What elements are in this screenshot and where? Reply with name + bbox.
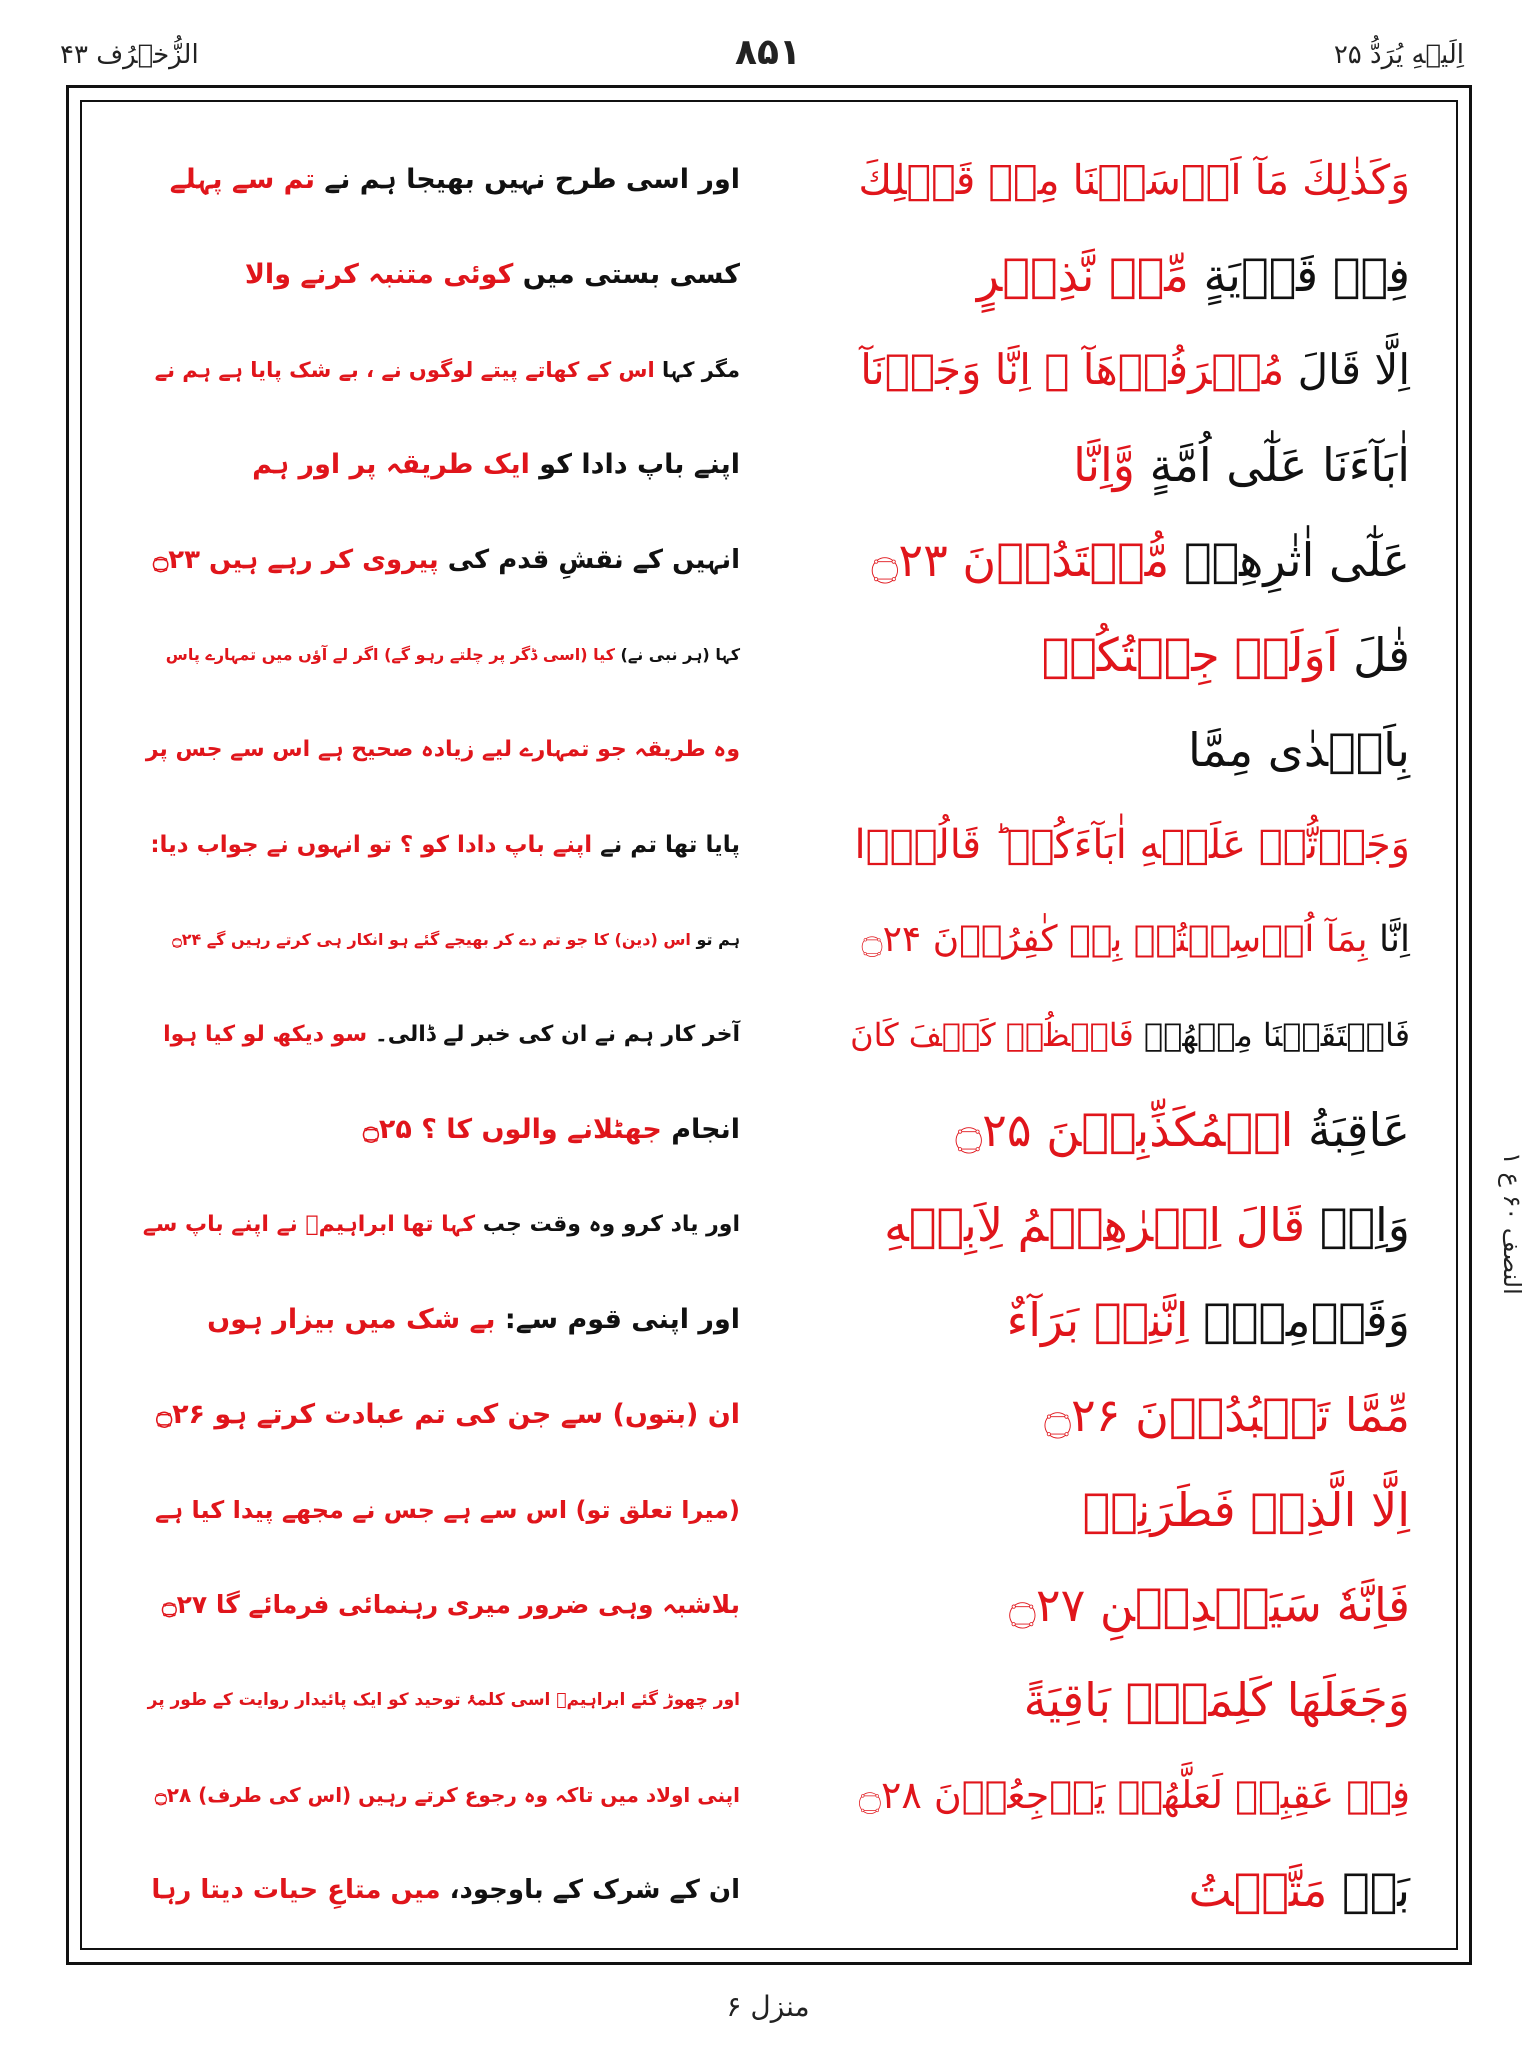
verse-row — [100, 995, 1440, 1075]
arabic-red-segment: وَّاِنَّا — [1073, 438, 1135, 492]
verse-row — [100, 615, 1440, 695]
arabic-verse-text — [850, 1470, 1410, 1550]
arabic-red-segment: وَجَعَلَهَا كَلِمَةًۢ بَاقِيَةً — [1023, 1673, 1410, 1727]
arabic-verse-text — [850, 1375, 1410, 1455]
arabic-verse-text — [850, 1185, 1410, 1265]
urdu-black-segment: مگر کہا — [654, 358, 740, 382]
arabic-red-segment: وَكَذٰلِكَ مَآ اَرۡسَلۡنَا مِنۡ قَبۡلِكَ — [858, 156, 1410, 204]
arabic-red-segment: مُّقۡتَدُوۡنَ ۝۲۳ — [871, 533, 1170, 587]
urdu-translation-text — [140, 995, 740, 1075]
urdu-black-segment: انہیں کے نقشِ قدم کی — [438, 545, 740, 575]
verse-row — [100, 235, 1440, 315]
arabic-red-segment: مِّنۡ نَّذِيۡرٍ — [976, 248, 1189, 302]
arabic-verse-text — [850, 900, 1410, 980]
urdu-red-segment: ایک طریقہ پر اور ہم — [252, 449, 530, 480]
urdu-translation-text — [140, 710, 740, 790]
arabic-black-segment: عَاقِبَةُ — [1293, 1103, 1410, 1157]
urdu-red-segment: بلاشبہ وہی ضرور میری رہنمائی فرمائے گا ۝۲۷ — [162, 1590, 740, 1619]
arabic-verse-text — [850, 235, 1410, 315]
arabic-verse-text — [850, 1565, 1410, 1645]
urdu-translation-text — [140, 1565, 740, 1645]
verse-row — [100, 1470, 1440, 1550]
urdu-translation-text — [140, 1850, 740, 1930]
urdu-black-segment: اور یاد کرو وہ وقت جب — [475, 1212, 740, 1237]
urdu-translation-text — [140, 615, 740, 695]
urdu-red-segment: کوئی متنبہ کرنے والا — [244, 259, 514, 290]
surah-label: الزُّخۡرُف ۴۳ — [60, 40, 199, 70]
arabic-red-segment: مُتۡرَفُوۡهَآ ۙ اِنَّا وَجَدۡنَآ — [860, 345, 1285, 394]
arabic-black-segment: وَاِذۡ — [1305, 1198, 1410, 1252]
arabic-verse-text — [850, 710, 1410, 790]
arabic-verse-text — [850, 330, 1410, 410]
arabic-black-segment: بَلۡ — [1327, 1863, 1410, 1917]
arabic-black-segment: اِنَّا — [1367, 919, 1410, 960]
verse-row — [100, 330, 1440, 410]
urdu-translation-text — [140, 1375, 740, 1455]
urdu-translation-text — [140, 1280, 740, 1360]
urdu-black-segment: ان کے شرک کے باوجود، — [440, 1875, 740, 1905]
arabic-verse-text — [850, 805, 1410, 885]
verse-row — [100, 710, 1440, 790]
arabic-black-segment: وَقَوۡمِهٖۤ — [1188, 1293, 1410, 1347]
urdu-translation-text — [140, 1185, 740, 1265]
verse-row — [100, 1755, 1440, 1835]
urdu-translation-text — [140, 1755, 740, 1835]
urdu-black-segment: پایا تھا تم نے — [592, 832, 740, 858]
arabic-red-segment: مِّمَّا تَعۡبُدُوۡنَ ۝۲۶ — [1044, 1388, 1410, 1442]
verse-row — [100, 1185, 1440, 1265]
arabic-verse-text — [850, 995, 1410, 1075]
urdu-red-segment: کیا (اسی ڈگر پر چلتے رہو گے) اگر لے آؤں میں تمہارے پاس — [165, 645, 615, 664]
arabic-red-segment: اَوَلَوۡ جِئۡتُكُمۡ — [1041, 628, 1339, 682]
arabic-verse-text — [850, 520, 1410, 600]
urdu-red-segment: اس کے کھاتے پیتے لوگوں نے ، بے شک پایا ہے ہم نے — [154, 358, 655, 382]
verse-row — [100, 1565, 1440, 1645]
arabic-black-segment: فِىۡ قَرۡيَةٍ — [1188, 248, 1410, 302]
arabic-red-segment: قَالَ اِبۡرٰهِيۡمُ لِاَبِيۡهِ — [884, 1198, 1306, 1252]
arabic-black-segment: فَانۡتَقَمۡنَا مِنۡهُمۡ — [1133, 1016, 1410, 1054]
arabic-red-segment: بِمَآ اُرۡسِلۡتُمۡ بِهٖ كٰفِرُوۡنَ ۝۲۴ — [861, 919, 1368, 960]
urdu-translation-text — [140, 1090, 740, 1170]
arabic-verse-text — [850, 1755, 1410, 1835]
page-number: ۸۵۱ — [735, 32, 801, 73]
verse-row — [100, 805, 1440, 885]
urdu-red-segment: اپنی اولاد میں تاکہ وہ رجوع کرتے رہیں (اس کی طرف) ۝۲۸ — [155, 1783, 740, 1807]
urdu-black-segment: اور اپنی قوم سے: — [495, 1304, 740, 1335]
urdu-red-segment: اپنے باپ دادا کو ؟ تو انہوں نے جواب دیا: — [150, 832, 593, 858]
urdu-red-segment: وہ طریقہ جو تمہارے لیے زیادہ صحیح ہے اس سے جس پر — [145, 737, 740, 762]
arabic-black-segment: اٰبَآءَنَا عَلٰٓى اُمَّةٍ — [1134, 438, 1410, 492]
manzil-footer: منزل ۶ — [726, 1990, 810, 2023]
urdu-black-segment: اور اسی طرح نہیں بھیجا ہم نے — [315, 164, 740, 195]
urdu-red-segment: اس (دین) کا جو تم دے کر بھیجے گئے ہو انکار ہی کرتے رہیں گے ۝۲۴ — [172, 930, 691, 949]
urdu-red-segment: (میرا تعلق تو) اس سے ہے جس نے مجھے پیدا کیا ہے — [155, 1496, 740, 1524]
arabic-black-segment: قٰلَ — [1338, 628, 1410, 682]
urdu-translation-text — [140, 805, 740, 885]
urdu-black-segment: اپنے باپ دادا کو — [529, 449, 740, 480]
arabic-red-segment: فَانۡظُرۡ كَيۡفَ كَانَ — [850, 1016, 1134, 1054]
urdu-translation-text — [140, 520, 740, 600]
arabic-red-segment: وَجَدۡتُّمۡ عَلَيۡهِ اٰبَآءَكُمۡ ؕ قَالُوۡۤا — [854, 822, 1410, 868]
urdu-black-segment: کہا (ہر نبی نے) — [614, 645, 740, 664]
urdu-translation-text — [140, 235, 740, 315]
arabic-verse-text — [850, 1660, 1410, 1740]
urdu-black-segment: انجام — [661, 1114, 740, 1145]
arabic-red-segment: فِىۡ عَقِبِهٖ لَعَلَّهُمۡ يَرۡجِعُوۡنَ ۝۲۸ — [858, 1773, 1410, 1817]
verse-row — [100, 520, 1440, 600]
arabic-verse-text — [850, 615, 1410, 695]
verse-row — [100, 140, 1440, 220]
arabic-black-segment: بِاَهۡدٰى مِمَّا — [1187, 723, 1410, 777]
urdu-black-segment: ہم تو — [690, 930, 740, 949]
urdu-translation-text — [140, 1470, 740, 1550]
urdu-translation-text — [140, 1660, 740, 1740]
margin-note: النصف ۶۰ ع ۱ — [1498, 1152, 1526, 1295]
arabic-verse-text — [850, 1280, 1410, 1360]
urdu-red-segment: جھٹلانے والوں کا ؟ ۝۲۵ — [363, 1114, 662, 1145]
arabic-red-segment: فَاِنَّهٗ سَيَهۡدِيۡنِ ۝۲۷ — [1008, 1578, 1410, 1632]
urdu-red-segment: کہا تھا ابراہیمؑ نے اپنے باپ سے — [142, 1212, 476, 1237]
urdu-translation-text — [140, 425, 740, 505]
arabic-verse-text — [850, 1090, 1410, 1170]
arabic-red-segment: اِنَّنِىۡ بَرَآءٌ — [1006, 1293, 1189, 1347]
juz-label: اِلَيۡهِ يُرَدُّ ۲۵ — [1333, 40, 1464, 70]
urdu-translation-text — [140, 140, 740, 220]
urdu-red-segment: ان (بتوں) سے جن کی تم عبادت کرتے ہو ۝۲۶ — [156, 1399, 740, 1430]
urdu-red-segment: تم سے پہلے — [169, 164, 315, 195]
arabic-black-segment: اِلَّا قَالَ — [1284, 345, 1410, 394]
urdu-red-segment: بے شک میں بیزار ہوں — [207, 1304, 496, 1335]
arabic-verse-text — [850, 425, 1410, 505]
urdu-red-segment: سو دیکھ لو کیا ہوا — [163, 1022, 368, 1047]
urdu-red-segment: اور چھوڑ گئے ابراہیمؑ اسی کلمۂ توحید کو ایک پائیدار روایت کے طور پر — [147, 1690, 740, 1710]
urdu-red-segment: پیروی کر رہے ہیں ۝۲۳ — [152, 545, 439, 575]
verse-row — [100, 900, 1440, 980]
urdu-translation-text — [140, 330, 740, 410]
urdu-red-segment: میں متاعِ حیات دیتا رہا — [151, 1875, 441, 1905]
arabic-verse-text — [850, 140, 1410, 220]
verse-row — [100, 1280, 1440, 1360]
verse-row — [100, 1375, 1440, 1455]
verse-row — [100, 1660, 1440, 1740]
arabic-red-segment: الۡمُكَذِّبِيۡنَ ۝۲۵ — [955, 1103, 1294, 1157]
arabic-red-segment: مَتَّعۡتُ — [1188, 1863, 1328, 1917]
urdu-translation-text — [140, 900, 740, 980]
arabic-red-segment: اِلَّا الَّذِىۡ فَطَرَنِىۡ — [1082, 1483, 1410, 1537]
verse-row — [100, 1850, 1440, 1930]
arabic-black-segment: عَلٰٓى اٰثٰرِهِمۡ — [1169, 533, 1410, 587]
urdu-black-segment: کسی بستی میں — [513, 259, 740, 290]
urdu-black-segment: آخر کار ہم نے ان کی خبر لے ڈالی۔ — [367, 1022, 740, 1047]
verse-row — [100, 1090, 1440, 1170]
arabic-verse-text — [850, 1850, 1410, 1930]
verse-row — [100, 425, 1440, 505]
